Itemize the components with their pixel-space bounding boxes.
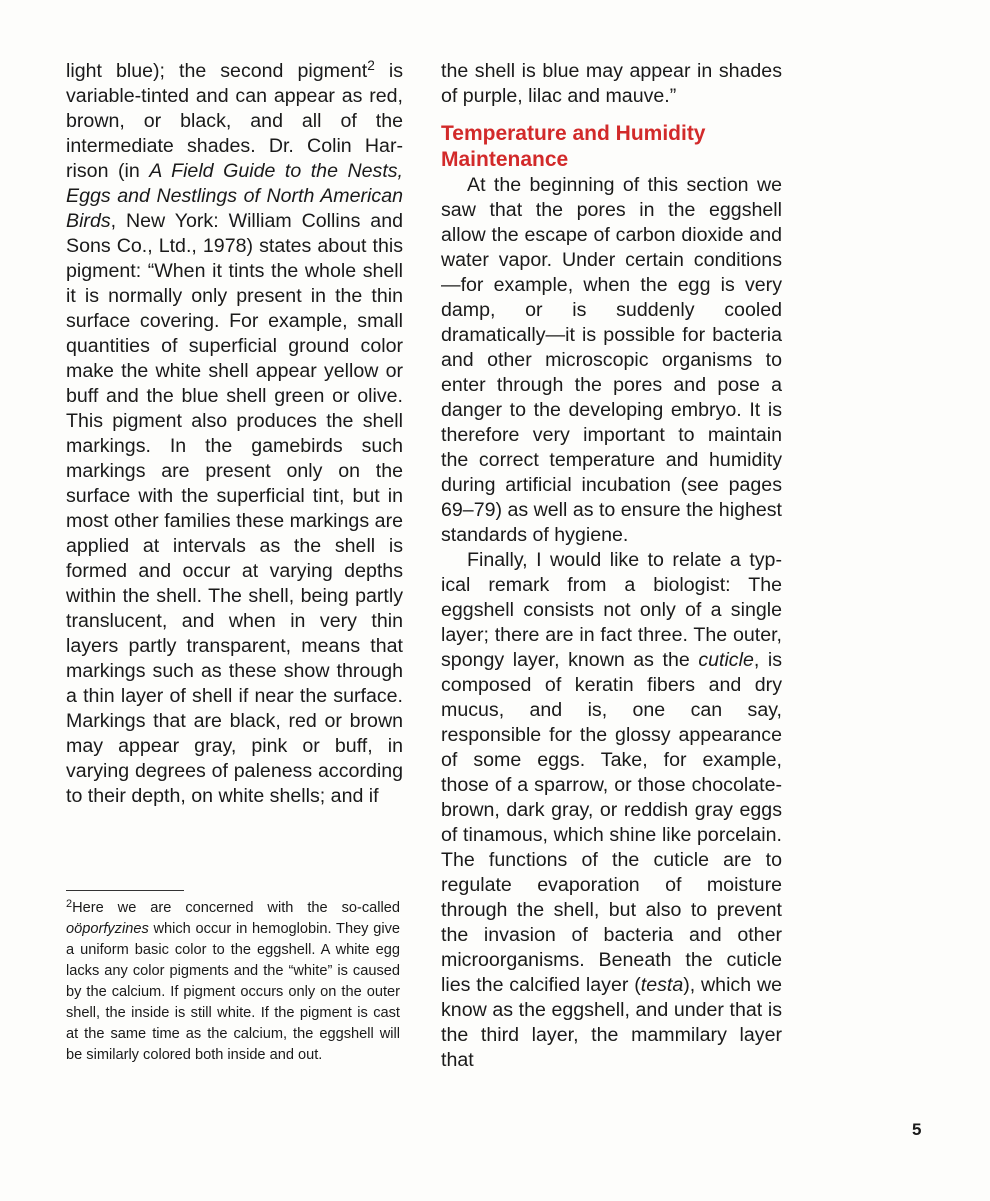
footnote (66, 898, 400, 1066)
paragraph-layers (441, 548, 782, 1073)
text-run: , New York: William Collins and Sons Co., Ltd., 1978) states about this pigment: “When it tints the whole shell it is normally only present in the thin surface covering. For example, small quantities of superficial ground color make the white shell appear yellow or buff and the blue shell green or olive. This pigment also produces the shell markings. In the gamebirds such markings are present only on the surface with the superficial tint, but in most other families these markings are applied at intervals as the shell is formed and occur at varying depths within the shell. The shell, being partly translucent, and when in very thin layers partly transparent, means that markings such as these show through a thin layer of shell if near the surface. Markings that are black, red or brown may appear gray, pink or buff, in varying degrees of paleness according to their depth, on white shells; and if (66, 210, 403, 807)
term-testa: testa (640, 974, 684, 996)
text-run: , is composed of keratin fibers and dry mucus, and is, one can say, responsible for the glossy appearance of some eggs. Take, for example, those of a sparrow, or those chocolate-brown, dark gray, or reddish gray eggs of tinamous, which shine like porcelain. The functions of the cuticle are to regulate evaporation of moisture through the shell, but also to prevent the invasion of bacteria and other microorganisms. Beneath the cuticle lies the calcified layer ( (441, 649, 782, 996)
footnote-marker: 2 (66, 898, 73, 911)
section-heading: Temperature and Humidity Maintenance (441, 122, 706, 171)
term-cuticle: cuticle (698, 649, 754, 671)
paragraph-pores: At the beginning of this section we saw that the pores in the eggshell allow the escape of carbon dioxide and water vapor. Under certain conditions—for example, when the egg is very damp, or is suddenly cooled dramatically—it is possible for bacteria and other microscopic organisms to enter through the pores and pose a danger to the developing embryo. It is therefore very important to maintain the correct temperature and humidity during artificial incubation (see pages 69–79) as well as to ensure the highest standards of hygiene. (441, 174, 782, 546)
footnote-reference: 2 (367, 58, 375, 74)
book-title: A Field Guide to the Nests, Eggs and Nestlings of North American Birds (66, 160, 403, 232)
page-number: 5 (912, 1120, 922, 1139)
text-run: Here we are concerned with the so-called (72, 900, 400, 916)
left-column (66, 59, 403, 809)
text-run: Finally, I would like to relate a typical remark from a biologist: The eggshell consists not only of a single layer; there are in fact three. The outer, spongy layer, known as the (441, 549, 782, 671)
footnote-term: oöporfyzines (66, 921, 149, 937)
footnote-separator (66, 890, 184, 891)
text-run: is variable-tinted and can appear as red, brown, or black, and all of the intermediate shades. Dr. Colin Harrison (in (66, 60, 403, 182)
right-column (441, 59, 782, 1073)
text-run: ), which we know as the eggshell, and under that is the third layer, the mammilary layer that (441, 974, 783, 1071)
text-run: light blue); the second pigment (66, 60, 368, 82)
paragraph-continuation: the shell is blue may appear in shades of purple, lilac and mauve.” (441, 60, 782, 107)
paragraph-pigment (66, 59, 403, 809)
text-run: which occur in hemoglobin. They give a uniform basic color to the eggshell. A white egg lacks any color pigments and the “white” is caused by the calcium. If pigment occurs only on the outer shell, the inside is still white. If the pigment is cast at the same time as the calcium, the eggshell will be similarly colored both inside and out. (66, 921, 400, 1063)
